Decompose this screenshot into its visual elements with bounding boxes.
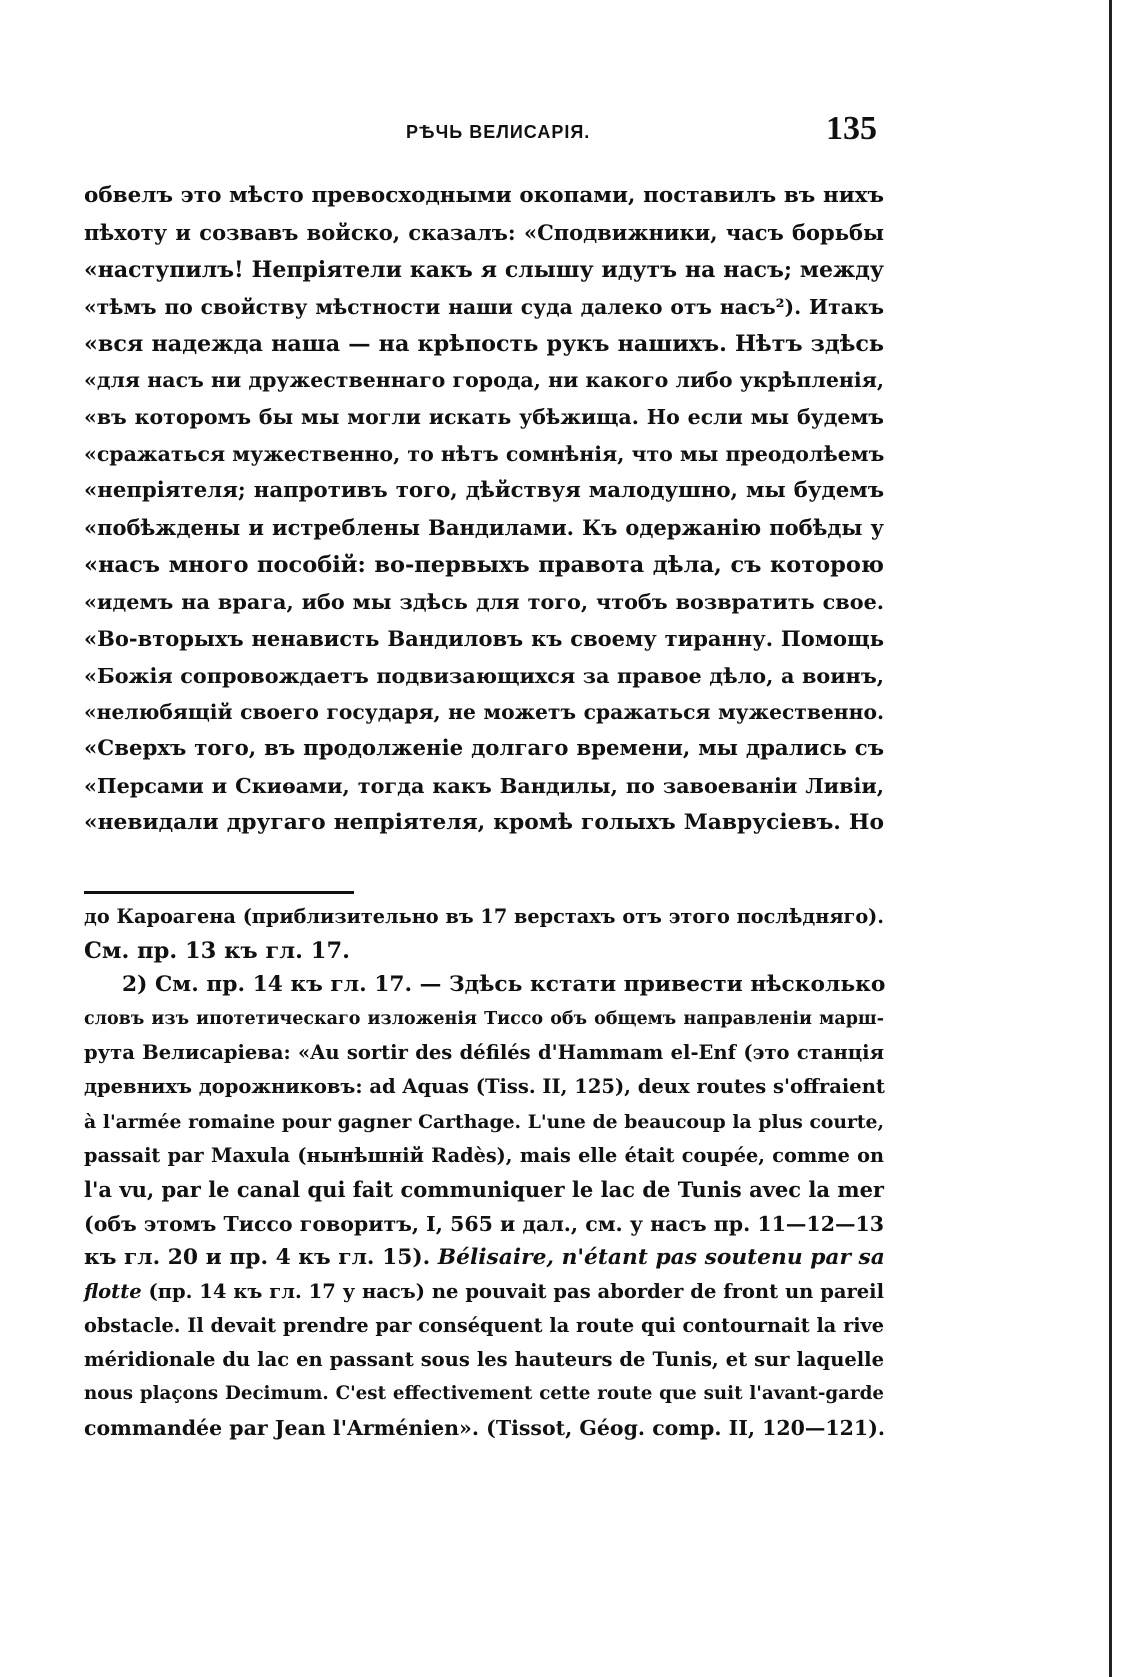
running-title: РѢЧЬ ВЕЛИСАРІЯ. bbox=[406, 122, 591, 142]
footnote-text: (пр. 14 къ гл. 17 у насъ) ne pouvait pas aborder de front un pareil bbox=[148, 1280, 884, 1304]
footnote-line: рута Велисаріева: «Au sortir des défilés d'Hammam el-Enf (это станція bbox=[84, 1041, 884, 1065]
text-line: «Во-вторыхъ ненависть Вандиловъ къ своему тиранну. Помощь bbox=[84, 625, 884, 651]
footnote-line: commandée par Jean l'Arménien». (Tissot, Géog. comp. II, 120—121). bbox=[84, 1416, 886, 1441]
footnote-line: (объ этомъ Тиссо говоритъ, I, 565 и дал., см. у насъ пр. 11—12—13 bbox=[84, 1211, 884, 1236]
footnote-line: словъ изъ ипотетическаго изложенія Тиссо объ общемъ направленіи марш- bbox=[84, 1009, 884, 1030]
text-line: «идемъ на врага, ибо мы здѣсь для того, чтобъ возвратить свое. bbox=[84, 589, 884, 614]
text-line: «насъ много пособій: во-первыхъ правота дѣла, съ которою bbox=[84, 551, 884, 578]
footnote-line: à l'armée romaine pour gagner Carthage. L'une de beaucoup la plus courte, bbox=[84, 1110, 884, 1133]
page-number: 135 bbox=[826, 110, 877, 147]
footnote-italic-text: flotte bbox=[84, 1280, 142, 1304]
text-line: «непріятеля; напротивъ того, дѣйствуя малодушно, мы будемъ bbox=[84, 478, 884, 504]
footnote-italic-text: Bélisaire, n'étant pas soutenu par sa bbox=[437, 1244, 885, 1270]
text-line: «для насъ ни дружественнаго города, ни какого либо укрѣпленія, bbox=[84, 368, 884, 393]
footnote-line: passait par Maxula (нынѣшній Radès), mais elle était coupée, comme on bbox=[84, 1143, 884, 1167]
text-line: «Сверхъ того, въ продолженіе долгаго времени, мы дрались съ bbox=[84, 736, 884, 762]
text-line: пѣхоту и созвавъ войско, сказалъ: «Сподвижники, часъ борьбы bbox=[84, 219, 884, 245]
footnotes bbox=[84, 900, 884, 1446]
text-line: «въ которомъ бы мы могли искать убѣжища. Но если мы будемъ bbox=[84, 405, 884, 430]
footnote-line bbox=[84, 1275, 884, 1309]
text-line: «Божія сопровождаетъ подвизающихся за правое дѣло, а воинъ, bbox=[84, 663, 884, 688]
text-line: «наступилъ! Непріятели какъ я слышу идутъ на насъ; между bbox=[84, 256, 884, 283]
footnote-line: méridionale du lac en passant sous les hauteurs de Tunis, et sur laquelle bbox=[84, 1348, 884, 1372]
page-header bbox=[84, 108, 884, 148]
footnote-line: nous plaçons Decimum. C'est effectivement cette route que suit l'avant-garde bbox=[84, 1383, 884, 1405]
footnote-line: до Кароагена (приблизительно въ 17 верстахъ отъ этого послѣдняго). bbox=[84, 905, 884, 928]
footnote-separator bbox=[84, 891, 354, 894]
main-text bbox=[84, 178, 884, 842]
footnote-line: 2) См. пр. 14 къ гл. 17. — Здѣсь кстати привести нѣсколько bbox=[122, 972, 886, 998]
text-line: «нелюбящій своего государя, не можетъ сражаться мужественно. bbox=[84, 700, 884, 725]
page-edge-shadow bbox=[1109, 0, 1112, 1677]
footnote-text: къ гл. 20 и пр. 4 къ гл. 15). bbox=[84, 1244, 431, 1270]
text-line: обвелъ это мѣсто превосходными окопами, поставилъ въ нихъ bbox=[84, 183, 884, 208]
footnote-line: l'a vu, par le canal qui fait communiquer le lac de Tunis avec la mer bbox=[84, 1176, 884, 1202]
footnote-line bbox=[84, 1241, 884, 1275]
text-line: «невидали другаго непріятеля, кромѣ голыхъ Маврусіевъ. Но bbox=[84, 810, 884, 836]
text-line: «Персами и Скиѳами, тогда какъ Вандилы, по завоеваніи Ливіи, bbox=[84, 774, 884, 799]
footnote-line: См. пр. 13 къ гл. 17. bbox=[84, 938, 350, 965]
text-line: «побѣждены и истреблены Вандилами. Къ одержанію побѣды у bbox=[84, 515, 884, 541]
text-line: «вся надежда наша — на крѣпость рукъ нашихъ. Нѣтъ здѣсь bbox=[84, 330, 884, 357]
footnote-line: obstacle. Il devait prendre par conséquent la route qui contournait la rive bbox=[84, 1314, 884, 1338]
text-line: «сражаться мужественно, то нѣтъ сомнѣнія, что мы преодолѣемъ bbox=[84, 442, 885, 467]
text-line: «тѣмъ по свойству мѣстности наши суда далеко отъ насъ²). Итакъ bbox=[84, 294, 884, 319]
footnote-line: древнихъ дорожниковъ: ad Aquas (Tiss. II, 125), deux routes s'offraient bbox=[84, 1075, 885, 1099]
